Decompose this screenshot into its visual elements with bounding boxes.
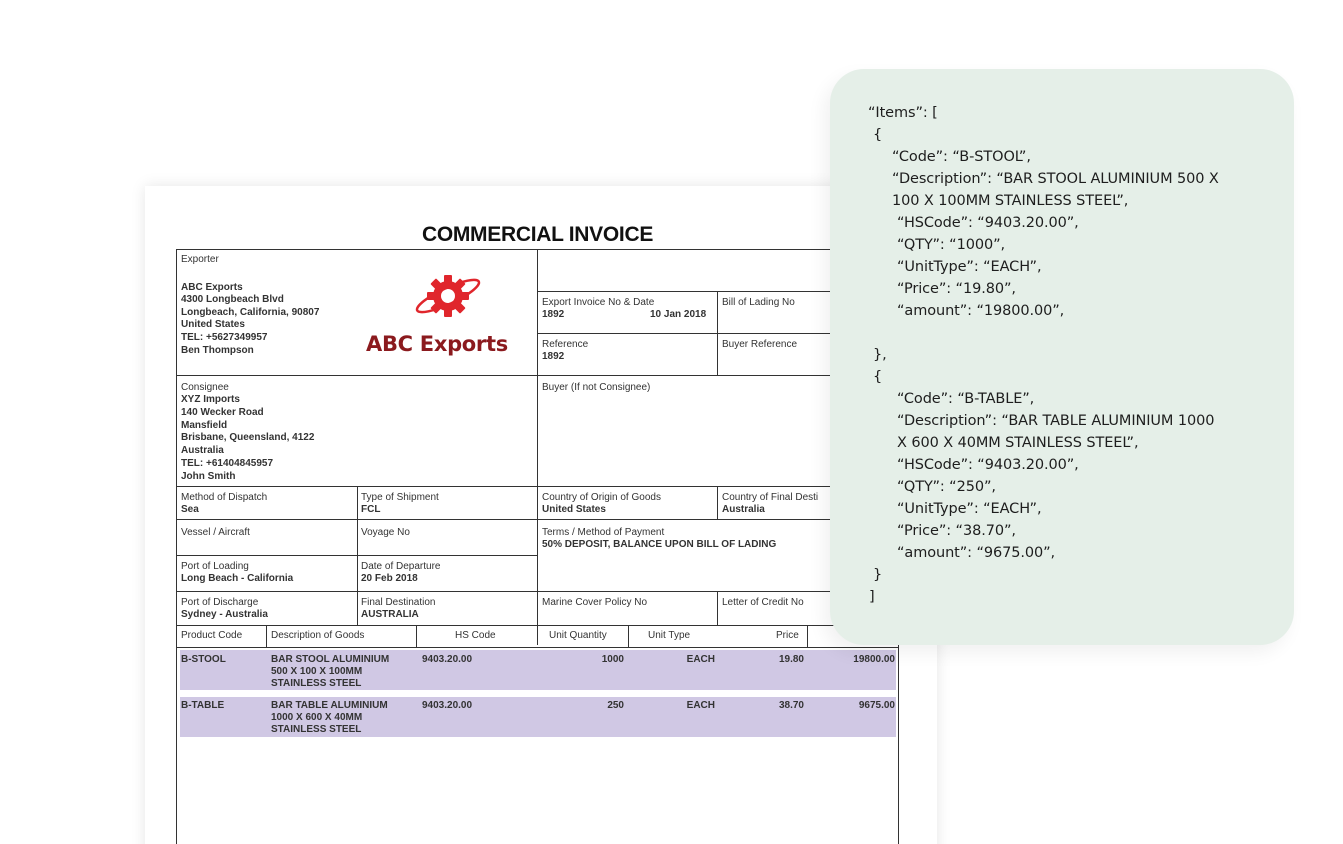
item-code: B-TABLE bbox=[181, 700, 225, 711]
json-line: “QTY”: “1000”, bbox=[897, 237, 1006, 253]
grid-line bbox=[416, 625, 417, 647]
item-description: STAINLESS STEEL bbox=[271, 724, 362, 735]
item-description: STAINLESS STEEL bbox=[271, 678, 362, 689]
table-header-description: Description of Goods bbox=[271, 630, 365, 641]
json-line: “Price”: “19.80”, bbox=[897, 281, 1016, 297]
consignee-line: 140 Wecker Road bbox=[181, 407, 264, 418]
item-description: BAR TABLE ALUMINIUM bbox=[271, 700, 388, 711]
invoice-title: COMMERCIAL INVOICE bbox=[421, 223, 654, 246]
json-line: “QTY”: “250”, bbox=[897, 479, 996, 495]
json-line: “UnitType”: “EACH”, bbox=[897, 259, 1042, 275]
json-line: “HSCode”: “9403.20.00”, bbox=[897, 457, 1079, 473]
grid-line bbox=[176, 519, 836, 520]
grid-line bbox=[807, 625, 808, 647]
grid-line bbox=[176, 647, 898, 648]
exporter-line: ABC Exports bbox=[181, 282, 243, 293]
exporter-line: 4300 Longbeach Blvd bbox=[181, 294, 284, 305]
consignee-line: John Smith bbox=[181, 471, 236, 482]
json-line: { bbox=[873, 369, 883, 385]
exporter-line: Longbeach, California, 90807 bbox=[181, 307, 320, 318]
exporter-line: TEL: +5627349957 bbox=[181, 332, 268, 343]
terms-value: 50% DEPOSIT, BALANCE UPON BILL OF LADING bbox=[542, 539, 777, 550]
json-line: “amount”: “19800.00”, bbox=[897, 303, 1065, 319]
json-line: “UnitType”: “EACH”, bbox=[897, 501, 1042, 517]
json-line: “Description”: “BAR STOOL ALUMINIUM 500 X bbox=[892, 171, 1219, 187]
consignee-line: Brisbane, Queensland, 4122 bbox=[181, 432, 315, 443]
json-line: } bbox=[873, 567, 883, 583]
table-header-product-code: Product Code bbox=[181, 630, 243, 641]
grid-top-border bbox=[176, 249, 836, 250]
port-of-discharge-value: Sydney - Australia bbox=[181, 609, 268, 620]
json-line: “Code”: “B-STOOL”, bbox=[892, 149, 1031, 165]
port-of-loading-value: Long Beach - California bbox=[181, 573, 294, 584]
json-line: “Description”: “BAR TABLE ALUMINIUM 1000 bbox=[897, 413, 1215, 429]
country-of-final-destination-value: Australia bbox=[722, 504, 765, 515]
exporter-line: Ben Thompson bbox=[181, 345, 254, 356]
terms-label: Terms / Method of Payment bbox=[542, 527, 665, 538]
country-of-final-destination-label: Country of Final Desti bbox=[722, 492, 819, 503]
vessel-label: Vessel / Aircraft bbox=[181, 527, 250, 538]
date-of-departure-value: 20 Feb 2018 bbox=[361, 573, 418, 584]
exporter-line: United States bbox=[181, 319, 245, 330]
grid-line bbox=[176, 625, 898, 626]
json-line: “HSCode”: “9403.20.00”, bbox=[897, 215, 1079, 231]
table-header-unit-type: Unit Type bbox=[648, 630, 691, 641]
item-hs-code: 9403.20.00 bbox=[422, 654, 473, 665]
reference-value: 1892 bbox=[542, 351, 565, 362]
json-line: X 600 X 40MM STAINLESS STEEL”, bbox=[897, 435, 1139, 451]
buyer-reference-label: Buyer Reference bbox=[722, 339, 798, 350]
grid-right-border bbox=[898, 625, 899, 844]
port-of-loading-label: Port of Loading bbox=[181, 561, 249, 572]
export-invoice-date: 10 Jan 2018 bbox=[650, 309, 707, 320]
date-of-departure-label: Date of Departure bbox=[361, 561, 441, 572]
country-of-origin-label: Country of Origin of Goods bbox=[542, 492, 661, 503]
json-line: “amount”: “9675.00”, bbox=[897, 545, 1056, 561]
invoice-paper bbox=[145, 186, 937, 844]
consignee-line: Australia bbox=[181, 445, 224, 456]
item-unit-type: EACH bbox=[686, 654, 715, 665]
table-header-hs-code: HS Code bbox=[455, 630, 496, 641]
grid-middle-divider bbox=[537, 249, 538, 645]
exporter-label: Exporter bbox=[181, 254, 219, 265]
grid-line bbox=[628, 625, 629, 647]
item-hs-code: 9403.20.00 bbox=[422, 700, 473, 711]
consignee-label: Consignee bbox=[181, 382, 229, 393]
marine-cover-label: Marine Cover Policy No bbox=[542, 597, 648, 608]
letter-of-credit-label: Letter of Credit No bbox=[722, 597, 804, 608]
item-unit-type: EACH bbox=[686, 700, 715, 711]
country-of-origin-value: United States bbox=[542, 504, 606, 515]
json-line: “Price”: “38.70”, bbox=[897, 523, 1016, 539]
method-of-dispatch-label: Method of Dispatch bbox=[181, 492, 268, 503]
grid-left-border bbox=[176, 249, 177, 844]
final-destination-label: Final Destination bbox=[361, 597, 436, 608]
item-description: BAR STOOL ALUMINIUM bbox=[271, 654, 390, 665]
final-destination-value: AUSTRALIA bbox=[361, 609, 419, 620]
table-header-price: Price bbox=[776, 630, 799, 641]
json-line: “Code”: “B-TABLE”, bbox=[897, 391, 1035, 407]
item-amount: 9675.00 bbox=[858, 700, 895, 711]
item-description: 500 X 100 X 100MM bbox=[271, 666, 363, 677]
consignee-line: Mansfield bbox=[181, 420, 228, 431]
grid-line bbox=[176, 591, 836, 592]
grid-line bbox=[176, 375, 836, 376]
item-price: 38.70 bbox=[778, 700, 804, 711]
item-price: 19.80 bbox=[778, 654, 804, 665]
bill-of-lading-label: Bill of Lading No bbox=[722, 297, 795, 308]
buyer-label: Buyer (If not Consignee) bbox=[542, 382, 651, 393]
grid-line bbox=[717, 486, 718, 519]
item-quantity: 250 bbox=[607, 700, 624, 711]
voyage-label: Voyage No bbox=[361, 527, 410, 538]
grid-line bbox=[537, 291, 837, 292]
port-of-discharge-label: Port of Discharge bbox=[181, 597, 259, 608]
json-line: 100 X 100MM STAINLESS STEEL”, bbox=[892, 193, 1129, 209]
json-line: }, bbox=[873, 347, 887, 363]
export-invoice-label: Export Invoice No & Date bbox=[542, 297, 655, 308]
item-quantity: 1000 bbox=[601, 654, 624, 665]
logo-wordmark: ABC Exports bbox=[366, 332, 508, 356]
table-header-unit-quantity: Unit Quantity bbox=[549, 630, 607, 641]
grid-line bbox=[537, 333, 837, 334]
method-of-dispatch-value: Sea bbox=[181, 504, 199, 515]
item-description: 1000 X 600 X 40MM bbox=[271, 712, 363, 723]
consignee-line: TEL: +61404845957 bbox=[181, 458, 274, 469]
consignee-line: XYZ Imports bbox=[181, 394, 240, 405]
grid-line bbox=[717, 591, 718, 625]
json-line: ] bbox=[869, 589, 875, 605]
type-of-shipment-value: FCL bbox=[361, 504, 381, 515]
grid-line bbox=[176, 555, 537, 556]
grid-line bbox=[266, 625, 267, 647]
type-of-shipment-label: Type of Shipment bbox=[361, 492, 439, 503]
json-line: { bbox=[873, 127, 883, 143]
export-invoice-number: 1892 bbox=[542, 309, 565, 320]
item-amount: 19800.00 bbox=[853, 654, 895, 665]
json-line: “Items”: [ bbox=[868, 105, 938, 121]
item-code: B-STOOL bbox=[181, 654, 226, 665]
reference-label: Reference bbox=[542, 339, 589, 350]
grid-line bbox=[176, 486, 836, 487]
